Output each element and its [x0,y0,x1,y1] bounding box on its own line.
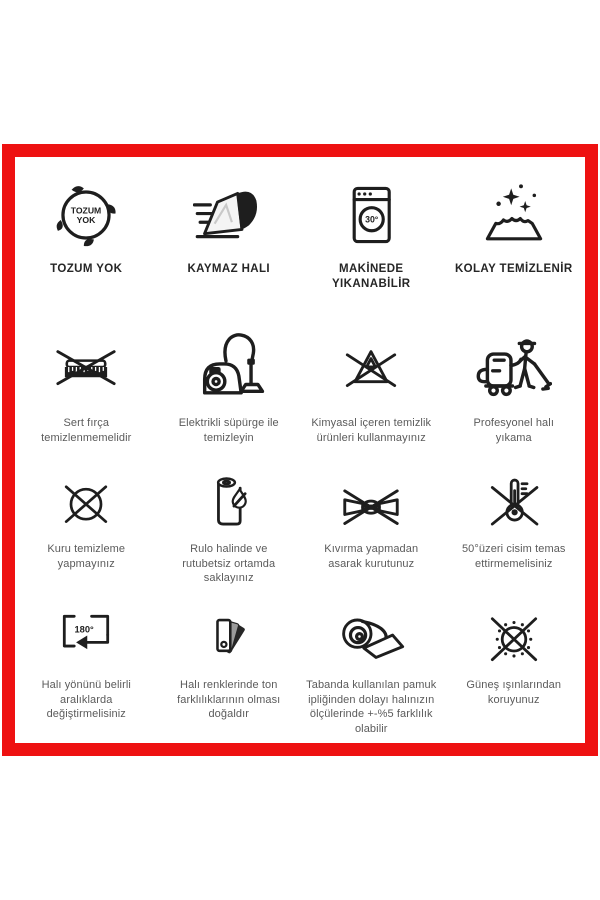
hang-dry-no-wring-icon [339,471,403,535]
cell-label: Halı renklerinde ton farklılıklarının olması doğaldır [177,679,281,721]
cell-machine-washable [300,171,443,321]
cell-no-wring [300,467,443,601]
cell-no-dust [15,171,158,321]
no-hard-brush-icon [54,335,118,399]
cell-label: Kıvırma yapmadan asarak kurutunuz [324,543,419,570]
color-tone-variation-icon [197,606,261,670]
cell-label: Halı yönünü belirli aralıklarda değiştirmelisiniz [41,679,131,721]
cell-vacuum [158,321,301,467]
cell-label: MAKİNEDE YIKANABİLİR [331,263,411,291]
cell-label: Kimyasal içeren temizlik ürünleri kullanmayınız [311,417,432,444]
rotate-180-icon [55,607,117,669]
cell-label: Elektrikli süpürge ile temizleyin [178,417,279,444]
cell-no-sunlight [443,601,586,751]
cell-professional-washing [443,321,586,467]
cell-tone-variation [158,601,301,751]
no-dust-badge-icon [50,179,122,251]
no-dry-cleaning-icon [56,473,116,533]
cell-no-hard-brush [15,321,158,467]
professional-carpet-washing-icon [476,329,552,405]
store-rolled-dry-icon [198,472,260,534]
rolled-carpet-size-icon [335,602,407,674]
badge-text-top: TOZUM [70,205,102,216]
cell-no-dry-clean [15,467,158,601]
cell-easy-clean [443,171,586,321]
cell-label: Profesyonel halı yıkama [473,417,554,444]
cell-label: KAYMAZ HALI [187,263,271,275]
cell-store-rolled [158,467,301,601]
cell-no-heat [443,467,586,601]
cell-label: 50°üzeri cisim temas ettirmemelisiniz [461,543,566,570]
no-chemical-cleaners-icon [339,335,403,399]
cell-label: KOLAY TEMİZLENİR [454,263,573,275]
rotation-text: 180° [74,624,95,635]
no-heat-over-50-icon [483,472,545,534]
cell-no-chemicals [300,321,443,467]
cell-non-slip [158,171,301,321]
cell-label: Tabanda kullanılan pamuk ipliğinden dolayı halınızın ölçülerinde +-%5 farklılık olabilir [306,679,437,735]
machine-washable-icon [336,180,406,250]
easy-clean-icon [479,180,549,250]
cell-rolled-carpet [300,601,443,751]
cell-rotate-180 [15,601,158,751]
badge-text-bottom: YOK [76,214,96,225]
cell-label: Kuru temizleme yapmayınız [47,543,126,570]
wash-temp-text: 30° [365,214,379,225]
care-instructions-grid [15,157,585,743]
cell-label: TOZUM YOK [50,263,123,275]
cell-label: Sert fırça temizlenmemelidir [41,417,132,444]
non-slip-carpet-icon [193,179,265,251]
protect-from-sunlight-icon [483,607,545,669]
cell-label: Güneş ışınlarından koruyunuz [466,679,562,706]
vacuum-cleaner-icon [191,329,267,405]
cell-label: Rulo halinde ve rutubetsiz ortamda saklayınız [182,543,276,585]
